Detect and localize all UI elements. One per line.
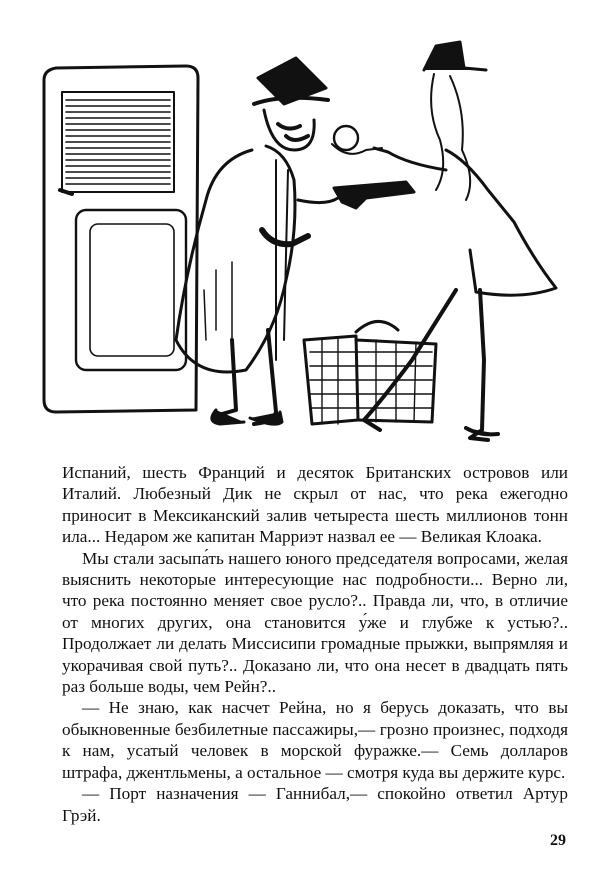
paragraph: — Не знаю, как насчет Рейна, но я берусь доказать, что вы обыкновенные безбилетные пассажиры,— грозно произнес, подходя к нам, усатый человек в морской фуражке.— Семь долларов штрафа, джентльмены, а остальное — смотря куда вы держите курс. (62, 698, 568, 782)
sailor-figure (176, 58, 414, 424)
paragraph: Испаний, шесть Франций и десяток Британских островов или Италий. Любезный Дик не скрыл от нас, что река ежегодно приносит в Мексиканский залив четыреста шесть миллионов тонн ила... Недаром же капитан Марриэт назвал ее — Великая Клоака. (62, 463, 568, 547)
paragraph: — Порт назначения — Ганнибал,— спокойно ответил Артур Грэй. (62, 784, 568, 825)
page-number: 29 (550, 832, 566, 849)
basket-drawing (304, 321, 436, 424)
body-text (62, 462, 568, 826)
paragraph: Мы стали засыпа́ть нашего юного председателя вопросами, желая выяснить некоторые интересующие нас подробности... Верно ли, что река постоянно меняет свое русло?.. Правда ли, что, в отличие от многих других, она становится у́же и глубже к устью?.. Продолжает ли делать Миссисипи громадные прыжки, выпрямляя и укорачивая свой путь?.. Доказано ли, что она несет в двадцать пять раз больше воды, чем Рейн?.. (62, 548, 568, 697)
door-drawing (44, 66, 198, 412)
illustration (36, 40, 566, 450)
